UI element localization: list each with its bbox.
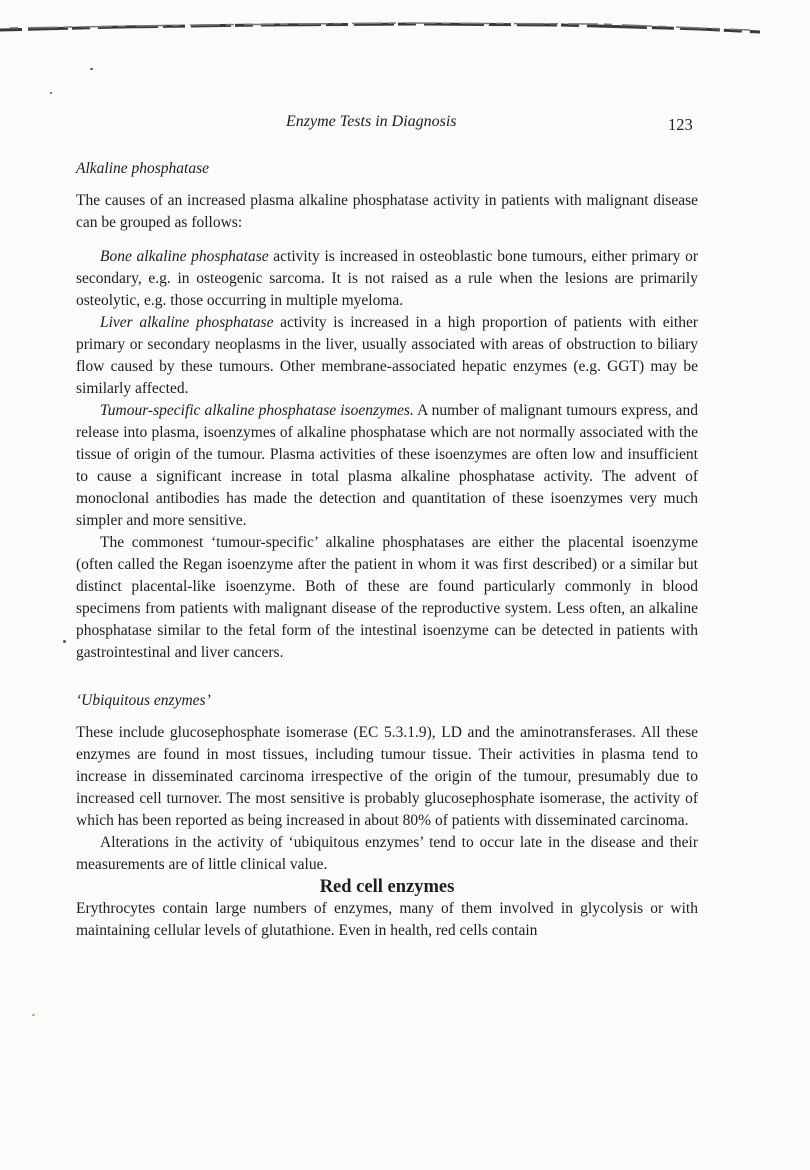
subheading-alkaline-phosphatase: Alkaline phosphatase: [76, 160, 210, 177]
section-heading-red-cell-enzymes: Red cell enzymes: [319, 877, 455, 897]
paragraph-bone: [76, 246, 698, 312]
paragraph-ubiquitous-2: Alterations in the activity of ‘ubiquitous enzymes’ tend to occur late in the disease and their measurements are of little clinical value.: [76, 834, 698, 873]
paragraph-liver: [76, 312, 698, 400]
term-tumour-isoenzymes: Tumour-specific alkaline phosphatase isoenzymes.: [100, 402, 414, 419]
scan-speck: [50, 92, 52, 94]
running-title: Enzyme Tests in Diagnosis: [286, 113, 457, 130]
scan-speck: [90, 68, 93, 70]
term-bone-alp: Bone alkaline phosphatase: [100, 248, 269, 265]
scan-speck: [63, 640, 66, 643]
scan-speck: [32, 1014, 35, 1016]
paragraph-commonest: The commonest ‘tumour-specific’ alkaline phosphatases are either the placental isoenzyme (often called the Regan isoenzyme after the patient in whom it was first described) or a similar but distinct placental-like isoenzyme. Both of these are found particularly commonly in blood specimens from patients with malignant disease of the reproductive system. Less often, an alkaline phosphatase similar to the fetal form of the intestinal isoenzyme can be detected in patients with gastrointestinal and liver cancers.: [76, 534, 698, 661]
page-header: [0, 113, 810, 137]
paragraph-tumour: [76, 400, 698, 532]
paragraph-red-cell-1: Erythrocytes contain large numbers of enzymes, many of them involved in glycolysis or with maintaining cellular levels of glutathione. Even in health, red cells contain: [76, 900, 698, 939]
paragraph-ubiquitous-1: These include glucosephosphate isomerase (EC 5.3.1.9), LD and the aminotransferases. All these enzymes are found in most tissues, including tumour tissue. Their activities in plasma tend to increase in disseminated carcinoma irrespective of the origin of the tumour, presumably due to increased cell turnover. The most sensitive is probably glucosephosphate isomerase, the activity of which has been reported as being increased in about 80% of patients with disseminated carcinoma.: [76, 724, 698, 829]
paragraph-liver-text: activity is increased in a high proportion of patients with either primary or secondary neoplasms in the liver, usually associated with areas of obstruction to biliary flow caused by these tumours. Other membrane-associated hepatic enzymes (e.g. GGT) may be similarly affected.: [76, 314, 699, 397]
subheading-ubiquitous-enzymes: ‘Ubiquitous enzymes’: [76, 692, 211, 709]
term-liver-alp: Liver alkaline phosphatase: [100, 314, 274, 331]
page-body: [76, 158, 698, 942]
paragraph-bone-text: activity is increased in osteoblastic bone tumours, either primary or secondary, e.g. in osteogenic sarcoma. It is not raised as a rule when the lesions are primarily osteolytic, e.g. those occurring in multiple myeloma.: [76, 248, 698, 309]
page-number: 123: [668, 115, 693, 134]
scan-edge-artifact: [0, 12, 780, 36]
paragraph-intro: The causes of an increased plasma alkaline phosphatase activity in patients with malignant disease can be grouped as follows:: [76, 192, 698, 231]
paragraph-tumour-text: A number of malignant tumours express, and release into plasma, isoenzymes of alkaline phosphatase which are not normally associated with the tissue of origin of the tumour. Plasma activities of these isoenzymes are often low and insufficient to cause a significant increase in total plasma alkaline phosphatase activity. The advent of monoclonal antibodies has made the detection and quantitation of these isoenzymes very much simpler and more sensitive.: [76, 402, 698, 529]
